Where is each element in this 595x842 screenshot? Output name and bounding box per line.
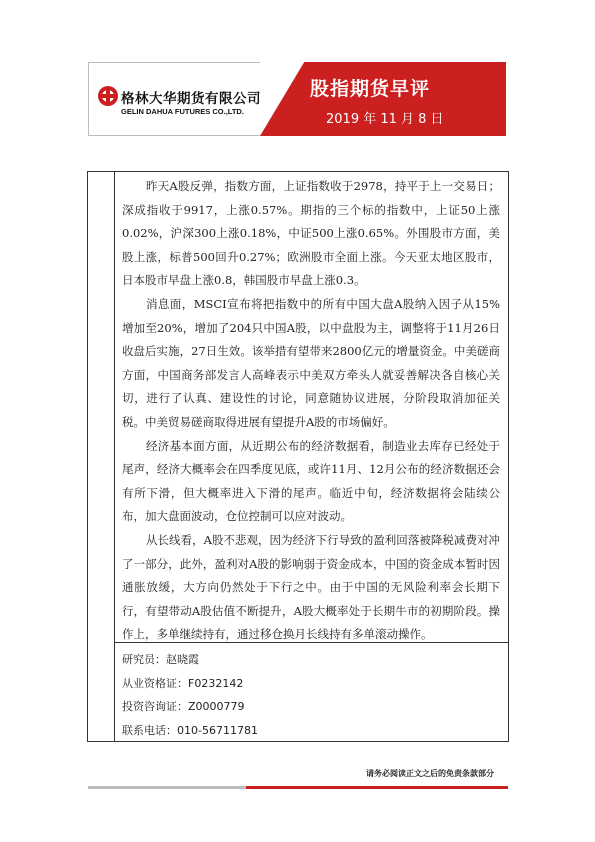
paragraph-news: 消息面，MSCI宣布将把指数中的所有中国大盘A股纳入因子从15%增加至20%，增加了204只中国A股，以中盘股为主，调整将于11月26日收盘后实施，27日生效。该举措有望带来2800亿元的增量资金。中美磋商方面，中国商务部发言人高峰表示中美双方牵头人就妥善解决各自核心关切，进行了认真、建设性的讨论，同意随协议进展，分阶段取消加征关税。中美贸易磋商取得进展有望提升A股的市场偏好。 bbox=[122, 296, 500, 429]
qualification-number: 从业资格证：F0232142 bbox=[122, 676, 244, 690]
report-body bbox=[122, 175, 500, 647]
researcher-contact bbox=[122, 648, 258, 742]
report-date: 2019 年 11 月 8 日 bbox=[326, 112, 444, 127]
company-name-cn: 格林大华期货有限公司 bbox=[121, 91, 261, 107]
company-logo-area bbox=[88, 62, 260, 136]
paragraph-long-term: 从长线看，A股不悲观，因为经济下行导致的盈利回落被降税减费对冲了一部分，此外，盈利对A股的影响弱于资金成本，中国的资金成本暂时因通胀放缓，大方向仍然处于下行之中。由于中国的无风险利率会长期下行，有望带动A股估值不断提升，A股大概率处于长期牛市的初期阶段。操作上，多单继续持有，通过移仓换月长线持有多单滚动操作。 bbox=[122, 532, 500, 642]
disclaimer-note: 请务必阅读正文之后的免责条款部分 bbox=[366, 769, 494, 778]
table-column-divider bbox=[114, 171, 115, 742]
company-name-en: GELIN DAHUA FUTURES CO.,LTD. bbox=[121, 107, 244, 116]
consult-license-number: 投资咨询证：Z0000779 bbox=[122, 700, 245, 713]
paragraph-fundamentals: 经济基本面方面，从近期公布的经济数据看，制造业去库存已经处于尾声，经济大概率会在四季度见底，或许11月、12月公布的经济数据还会有所下滑，但大概率进入下滑的尾声。临近中旬，经济数据将会陆续公布，加大盘面波动，仓位控制可以应对波动。 bbox=[122, 438, 500, 524]
paragraph-market-review: 昨天A股反弹，指数方面，上证指数收于2978，持平于上一交易日；深成指收于9917，上涨0.57%。期指的三个标的指数中，上证50上涨0.02%，沪深300上涨0.18%，中证500上涨0.65%。外围股市方面，美股上涨，标普500回升0.27%；欧洲股市全面上涨。今天亚太地区股市，日本股市早盘上涨0.8，韩国股市早盘上涨0.3。 bbox=[122, 179, 500, 288]
report-title: 股指期货早评 bbox=[310, 78, 431, 100]
contact-phone: 联系电话：010-56711781 bbox=[122, 723, 258, 737]
company-logo-icon bbox=[97, 85, 119, 107]
footer-divider-red bbox=[246, 786, 508, 789]
footer-divider-gray bbox=[88, 786, 246, 789]
report-header bbox=[88, 62, 506, 136]
researcher-name: 研究员：赵晓霞 bbox=[122, 653, 199, 666]
